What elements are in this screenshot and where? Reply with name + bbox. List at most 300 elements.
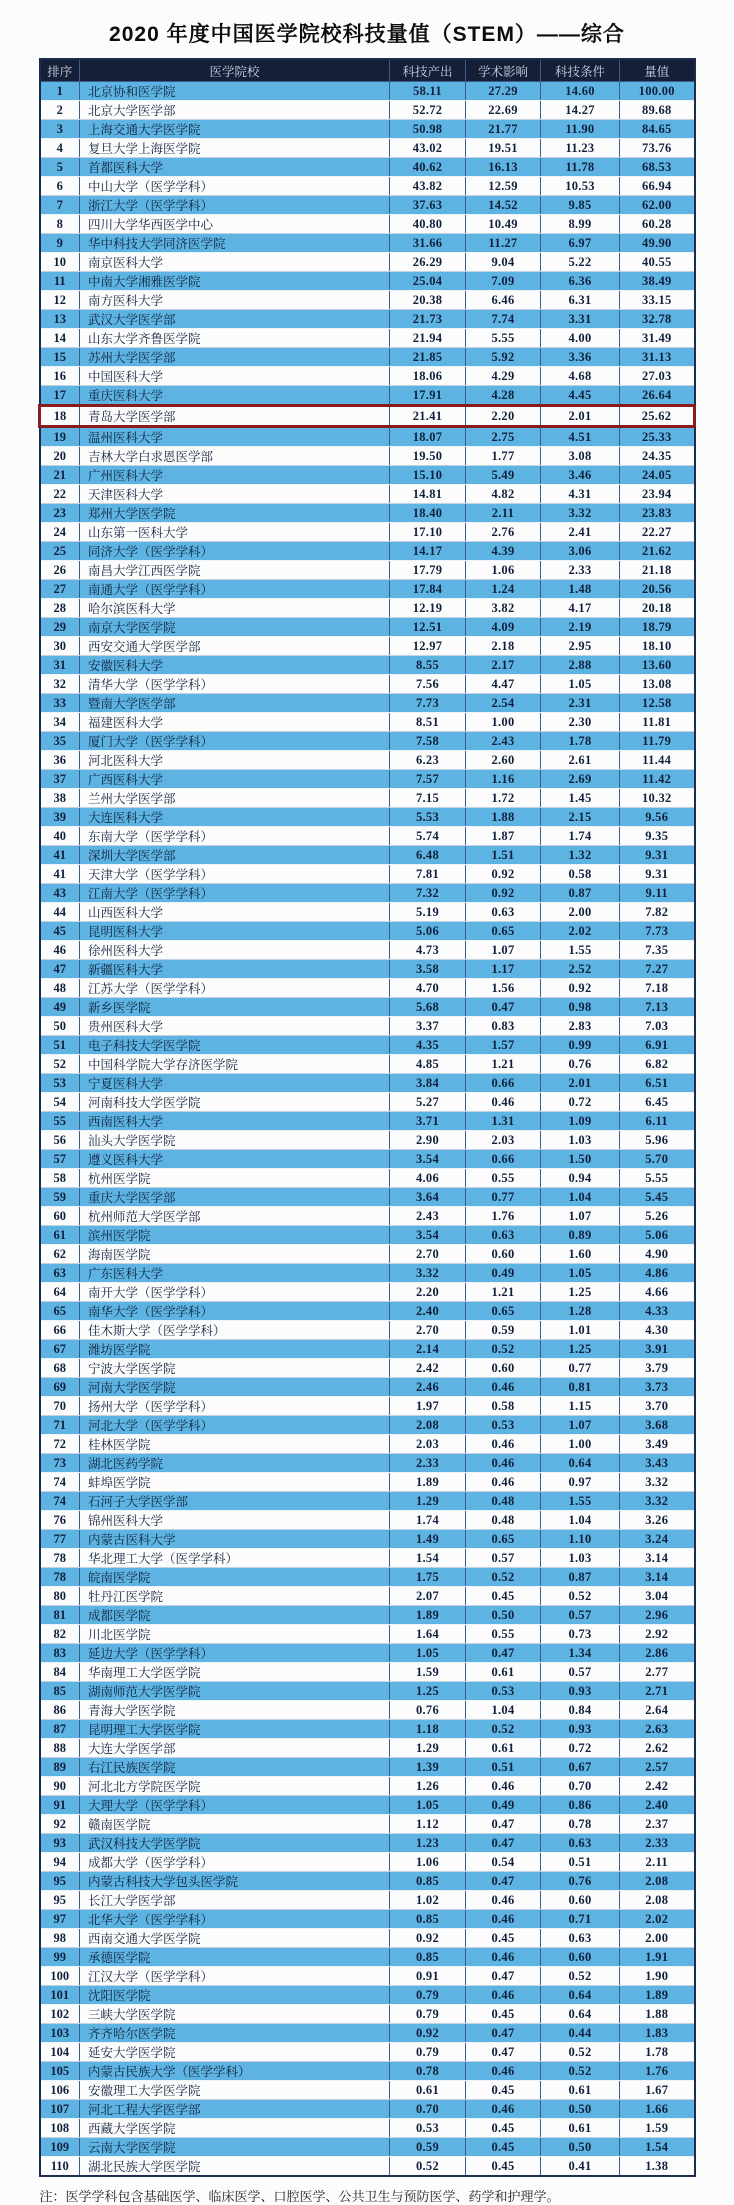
school-cell: 华北理工大学（医学学科）: [80, 1549, 390, 1568]
sci-conditions-cell: 5.22: [541, 253, 620, 272]
table-row: [40, 2043, 695, 2062]
sci-conditions-cell: 0.60: [541, 1891, 620, 1910]
total-value-cell: 20.18: [620, 599, 695, 618]
sci-conditions-cell: 0.86: [541, 1796, 620, 1815]
table-row: [40, 1017, 695, 1036]
rank-cell: 3: [40, 120, 80, 139]
table-header: [40, 59, 695, 82]
sci-conditions-cell: 0.57: [541, 1663, 620, 1682]
sci-conditions-cell: 11.78: [541, 158, 620, 177]
sci-output-cell: 12.19: [390, 599, 466, 618]
academic-impact-cell: 0.60: [466, 1245, 541, 1264]
table-row: [40, 656, 695, 675]
school-cell: 赣南医学院: [80, 1815, 390, 1834]
school-cell: 南京医科大学: [80, 253, 390, 272]
rank-cell: 38: [40, 789, 80, 808]
school-cell: 江南大学（医学学科）: [80, 884, 390, 903]
total-value-cell: 3.14: [620, 1568, 695, 1587]
school-cell: 昆明理工大学医学院: [80, 1720, 390, 1739]
school-cell: 西南医科大学: [80, 1112, 390, 1131]
sci-output-cell: 5.06: [390, 922, 466, 941]
sci-conditions-cell: 1.01: [541, 1321, 620, 1340]
school-cell: 四川大学华西医学中心: [80, 215, 390, 234]
academic-impact-cell: 0.52: [466, 1720, 541, 1739]
table-row: [40, 1663, 695, 1682]
rank-cell: 11: [40, 272, 80, 291]
academic-impact-cell: 27.29: [466, 82, 541, 101]
table-row: [40, 1473, 695, 1492]
rank-cell: 107: [40, 2100, 80, 2119]
sci-output-cell: 2.03: [390, 1435, 466, 1454]
school-cell: 南通大学（医学学科）: [80, 580, 390, 599]
total-value-cell: 23.83: [620, 504, 695, 523]
sci-conditions-cell: 1.55: [541, 1492, 620, 1511]
sci-conditions-cell: 3.31: [541, 310, 620, 329]
sci-output-cell: 1.29: [390, 1739, 466, 1758]
total-value-cell: 6.82: [620, 1055, 695, 1074]
school-cell: 山东第一医科大学: [80, 523, 390, 542]
sci-conditions-cell: 6.31: [541, 291, 620, 310]
rank-cell: 77: [40, 1530, 80, 1549]
sci-conditions-cell: 1.34: [541, 1644, 620, 1663]
academic-impact-cell: 1.17: [466, 960, 541, 979]
sci-output-cell: 31.66: [390, 234, 466, 253]
rank-cell: 93: [40, 1834, 80, 1853]
table-row: [40, 2081, 695, 2100]
school-cell: 电子科技大学医学院: [80, 1036, 390, 1055]
table-row: [40, 1891, 695, 1910]
sci-output-cell: 1.25: [390, 1682, 466, 1701]
rank-cell: 18: [40, 406, 80, 427]
school-cell: 郑州大学医学院: [80, 504, 390, 523]
table-row: [40, 1872, 695, 1891]
academic-impact-cell: 0.92: [466, 884, 541, 903]
table-row: [40, 1302, 695, 1321]
sci-output-cell: 4.70: [390, 979, 466, 998]
academic-impact-cell: 0.46: [466, 1435, 541, 1454]
total-value-cell: 3.49: [620, 1435, 695, 1454]
header-sci-output: 科技产出: [390, 59, 466, 82]
sci-conditions-cell: 0.76: [541, 1872, 620, 1891]
school-cell: 汕头大学医学院: [80, 1131, 390, 1150]
total-value-cell: 1.90: [620, 1967, 695, 1986]
sci-output-cell: 1.49: [390, 1530, 466, 1549]
total-value-cell: 13.60: [620, 656, 695, 675]
table-row: [40, 713, 695, 732]
sci-conditions-cell: 0.63: [541, 1929, 620, 1948]
rank-cell: 48: [40, 979, 80, 998]
sci-conditions-cell: 1.15: [541, 1397, 620, 1416]
sci-output-cell: 0.85: [390, 1948, 466, 1967]
total-value-cell: 11.44: [620, 751, 695, 770]
school-cell: 中山大学（医学学科）: [80, 177, 390, 196]
academic-impact-cell: 7.09: [466, 272, 541, 291]
sci-output-cell: 1.64: [390, 1625, 466, 1644]
rank-cell: 59: [40, 1188, 80, 1207]
rank-cell: 92: [40, 1815, 80, 1834]
table-row: [40, 1625, 695, 1644]
rank-cell: 72: [40, 1435, 80, 1454]
rank-cell: 53: [40, 1074, 80, 1093]
sci-conditions-cell: 0.60: [541, 1948, 620, 1967]
total-value-cell: 12.58: [620, 694, 695, 713]
total-value-cell: 3.70: [620, 1397, 695, 1416]
total-value-cell: 1.88: [620, 2005, 695, 2024]
table-row: [40, 903, 695, 922]
school-cell: 潍坊医学院: [80, 1340, 390, 1359]
rank-cell: 19: [40, 427, 80, 447]
rank-cell: 97: [40, 1910, 80, 1929]
academic-impact-cell: 1.57: [466, 1036, 541, 1055]
school-cell: 佳木斯大学（医学学科）: [80, 1321, 390, 1340]
table-row: [40, 599, 695, 618]
sci-output-cell: 0.61: [390, 2081, 466, 2100]
table-row: [40, 694, 695, 713]
academic-impact-cell: 0.46: [466, 1910, 541, 1929]
rank-cell: 80: [40, 1587, 80, 1606]
table-row: [40, 272, 695, 291]
rank-cell: 57: [40, 1150, 80, 1169]
school-cell: 安徽理工大学医学院: [80, 2081, 390, 2100]
sci-output-cell: 4.73: [390, 941, 466, 960]
page-title: 2020 年度中国医学院校科技量值（STEM）——综合: [109, 23, 625, 46]
table-row: [40, 979, 695, 998]
sci-conditions-cell: 1.03: [541, 1549, 620, 1568]
sci-output-cell: 37.63: [390, 196, 466, 215]
rank-cell: 108: [40, 2119, 80, 2138]
academic-impact-cell: 0.46: [466, 1473, 541, 1492]
rank-cell: 70: [40, 1397, 80, 1416]
school-cell: 川北医学院: [80, 1625, 390, 1644]
academic-impact-cell: 5.55: [466, 329, 541, 348]
rank-cell: 71: [40, 1416, 80, 1435]
rank-cell: 12: [40, 291, 80, 310]
total-value-cell: 2.86: [620, 1644, 695, 1663]
rank-cell: 43: [40, 884, 80, 903]
table-row: [40, 1245, 695, 1264]
school-cell: 南昌大学江西医学院: [80, 561, 390, 580]
sci-output-cell: 5.27: [390, 1093, 466, 1112]
school-cell: 同济大学（医学学科）: [80, 542, 390, 561]
sci-conditions-cell: 4.45: [541, 386, 620, 406]
table-row: [40, 158, 695, 177]
school-cell: 右江民族医学院: [80, 1758, 390, 1777]
sci-conditions-cell: 0.58: [541, 865, 620, 884]
school-cell: 云南大学医学院: [80, 2138, 390, 2157]
sci-output-cell: 43.02: [390, 139, 466, 158]
academic-impact-cell: 0.45: [466, 1587, 541, 1606]
total-value-cell: 7.13: [620, 998, 695, 1017]
sci-output-cell: 0.85: [390, 1872, 466, 1891]
rank-cell: 37: [40, 770, 80, 789]
sci-output-cell: 0.91: [390, 1967, 466, 1986]
sci-output-cell: 7.32: [390, 884, 466, 903]
total-value-cell: 9.35: [620, 827, 695, 846]
rank-cell: 61: [40, 1226, 80, 1245]
table-row: [40, 215, 695, 234]
school-cell: 昆明医科大学: [80, 922, 390, 941]
total-value-cell: 6.45: [620, 1093, 695, 1112]
academic-impact-cell: 1.21: [466, 1283, 541, 1302]
rank-cell: 100: [40, 1967, 80, 1986]
school-cell: 南京大学医学院: [80, 618, 390, 637]
school-cell: 海南医学院: [80, 1245, 390, 1264]
sci-conditions-cell: 1.05: [541, 675, 620, 694]
table-row: [40, 846, 695, 865]
total-value-cell: 10.32: [620, 789, 695, 808]
table-row: [40, 1093, 695, 1112]
academic-impact-cell: 0.46: [466, 1093, 541, 1112]
academic-impact-cell: 2.11: [466, 504, 541, 523]
academic-impact-cell: 0.53: [466, 1682, 541, 1701]
school-cell: 哈尔滨医科大学: [80, 599, 390, 618]
academic-impact-cell: 12.59: [466, 177, 541, 196]
table-row: [40, 1036, 695, 1055]
table-row: [40, 447, 695, 466]
rank-cell: 4: [40, 139, 80, 158]
academic-impact-cell: 0.53: [466, 1416, 541, 1435]
sci-conditions-cell: 4.31: [541, 485, 620, 504]
sci-conditions-cell: 0.50: [541, 2100, 620, 2119]
table-row: [40, 2005, 695, 2024]
rank-cell: 76: [40, 1511, 80, 1530]
sci-conditions-cell: 0.51: [541, 1853, 620, 1872]
academic-impact-cell: 0.46: [466, 2062, 541, 2081]
table-row: [40, 2119, 695, 2138]
table-row: [40, 1397, 695, 1416]
sci-output-cell: 14.81: [390, 485, 466, 504]
total-value-cell: 2.08: [620, 1891, 695, 1910]
school-cell: 天津医科大学: [80, 485, 390, 504]
school-cell: 青海大学医学院: [80, 1701, 390, 1720]
academic-impact-cell: 21.77: [466, 120, 541, 139]
rank-cell: 40: [40, 827, 80, 846]
academic-impact-cell: 0.46: [466, 1777, 541, 1796]
table-row: [40, 1739, 695, 1758]
sci-output-cell: 2.90: [390, 1131, 466, 1150]
table-row: [40, 884, 695, 903]
rank-cell: 39: [40, 808, 80, 827]
academic-impact-cell: 0.65: [466, 922, 541, 941]
school-cell: 西安交通大学医学部: [80, 637, 390, 656]
sci-conditions-cell: 1.04: [541, 1188, 620, 1207]
total-value-cell: 6.91: [620, 1036, 695, 1055]
school-cell: 河北工程大学医学部: [80, 2100, 390, 2119]
school-cell: 清华大学（医学学科）: [80, 675, 390, 694]
rank-cell: 24: [40, 523, 80, 542]
school-cell: 吉林大学白求恩医学部: [80, 447, 390, 466]
table-row: [40, 1169, 695, 1188]
academic-impact-cell: 0.47: [466, 1815, 541, 1834]
rank-cell: 62: [40, 1245, 80, 1264]
sci-conditions-cell: 2.02: [541, 922, 620, 941]
table-row: [40, 427, 695, 447]
total-value-cell: 5.70: [620, 1150, 695, 1169]
sci-conditions-cell: 1.07: [541, 1416, 620, 1435]
sci-output-cell: 15.10: [390, 466, 466, 485]
sci-conditions-cell: 1.55: [541, 941, 620, 960]
academic-impact-cell: 0.47: [466, 1644, 541, 1663]
total-value-cell: 7.18: [620, 979, 695, 998]
total-value-cell: 31.13: [620, 348, 695, 367]
school-cell: 上海交通大学医学院: [80, 120, 390, 139]
total-value-cell: 73.76: [620, 139, 695, 158]
sci-conditions-cell: 3.46: [541, 466, 620, 485]
table-row: [40, 120, 695, 139]
rank-cell: 101: [40, 1986, 80, 2005]
sci-conditions-cell: 1.05: [541, 1264, 620, 1283]
rank-cell: 95: [40, 1872, 80, 1891]
academic-impact-cell: 4.28: [466, 386, 541, 406]
total-value-cell: 25.33: [620, 427, 695, 447]
academic-impact-cell: 0.47: [466, 2024, 541, 2043]
sci-conditions-cell: 0.52: [541, 2062, 620, 2081]
rank-cell: 69: [40, 1378, 80, 1397]
rank-cell: 56: [40, 1131, 80, 1150]
sci-output-cell: 1.05: [390, 1796, 466, 1815]
academic-impact-cell: 1.00: [466, 713, 541, 732]
academic-impact-cell: 1.06: [466, 561, 541, 580]
sci-output-cell: 1.29: [390, 1492, 466, 1511]
rank-cell: 104: [40, 2043, 80, 2062]
school-cell: 复旦大学上海医学院: [80, 139, 390, 158]
academic-impact-cell: 2.03: [466, 1131, 541, 1150]
school-cell: 广州医科大学: [80, 466, 390, 485]
table-row: [40, 386, 695, 406]
sci-conditions-cell: 1.25: [541, 1283, 620, 1302]
academic-impact-cell: 1.16: [466, 770, 541, 789]
rank-cell: 34: [40, 713, 80, 732]
sci-output-cell: 3.37: [390, 1017, 466, 1036]
total-value-cell: 11.42: [620, 770, 695, 789]
sci-output-cell: 14.17: [390, 542, 466, 561]
total-value-cell: 7.73: [620, 922, 695, 941]
total-value-cell: 7.82: [620, 903, 695, 922]
rank-cell: 15: [40, 348, 80, 367]
table-row: [40, 1910, 695, 1929]
academic-impact-cell: 1.72: [466, 789, 541, 808]
sci-output-cell: 21.41: [390, 406, 466, 427]
total-value-cell: 11.79: [620, 732, 695, 751]
academic-impact-cell: 0.92: [466, 865, 541, 884]
rank-cell: 66: [40, 1321, 80, 1340]
sci-output-cell: 1.39: [390, 1758, 466, 1777]
table-row: [40, 485, 695, 504]
rank-cell: 103: [40, 2024, 80, 2043]
sci-output-cell: 2.46: [390, 1378, 466, 1397]
rank-cell: 82: [40, 1625, 80, 1644]
total-value-cell: 2.96: [620, 1606, 695, 1625]
total-value-cell: 2.77: [620, 1663, 695, 1682]
sci-conditions-cell: 0.99: [541, 1036, 620, 1055]
academic-impact-cell: 0.63: [466, 903, 541, 922]
academic-impact-cell: 0.45: [466, 2138, 541, 2157]
total-value-cell: 7.35: [620, 941, 695, 960]
sci-output-cell: 26.29: [390, 253, 466, 272]
rank-cell: 21: [40, 466, 80, 485]
sci-conditions-cell: 11.90: [541, 120, 620, 139]
table-row: [40, 2062, 695, 2081]
school-cell: 滨州医学院: [80, 1226, 390, 1245]
sci-conditions-cell: 2.00: [541, 903, 620, 922]
table-row: [40, 542, 695, 561]
school-cell: 暨南大学医学部: [80, 694, 390, 713]
rank-cell: 63: [40, 1264, 80, 1283]
total-value-cell: 33.15: [620, 291, 695, 310]
sci-conditions-cell: 1.78: [541, 732, 620, 751]
sci-conditions-cell: 3.32: [541, 504, 620, 523]
total-value-cell: 25.62: [620, 406, 695, 427]
sci-conditions-cell: 0.93: [541, 1720, 620, 1739]
total-value-cell: 84.65: [620, 120, 695, 139]
school-cell: 锦州医科大学: [80, 1511, 390, 1530]
sci-output-cell: 4.06: [390, 1169, 466, 1188]
sci-output-cell: 17.84: [390, 580, 466, 599]
total-value-cell: 2.33: [620, 1834, 695, 1853]
academic-impact-cell: 0.66: [466, 1150, 541, 1169]
school-cell: 河南科技大学医学院: [80, 1093, 390, 1112]
rank-cell: 49: [40, 998, 80, 1017]
sci-conditions-cell: 1.10: [541, 1530, 620, 1549]
rank-cell: 30: [40, 637, 80, 656]
table-row: [40, 1549, 695, 1568]
academic-impact-cell: 0.46: [466, 2100, 541, 2119]
sci-conditions-cell: 0.64: [541, 1986, 620, 2005]
academic-impact-cell: 0.47: [466, 1872, 541, 1891]
school-cell: 遵义医科大学: [80, 1150, 390, 1169]
total-value-cell: 3.91: [620, 1340, 695, 1359]
sci-output-cell: 3.32: [390, 1264, 466, 1283]
sci-output-cell: 19.50: [390, 447, 466, 466]
sci-output-cell: 2.07: [390, 1587, 466, 1606]
academic-impact-cell: 9.04: [466, 253, 541, 272]
sci-conditions-cell: 8.99: [541, 215, 620, 234]
total-value-cell: 21.62: [620, 542, 695, 561]
total-value-cell: 2.57: [620, 1758, 695, 1777]
total-value-cell: 23.94: [620, 485, 695, 504]
table-row: [40, 523, 695, 542]
sci-output-cell: 3.71: [390, 1112, 466, 1131]
academic-impact-cell: 7.74: [466, 310, 541, 329]
table-row: [40, 291, 695, 310]
table-row: [40, 1587, 695, 1606]
total-value-cell: 7.03: [620, 1017, 695, 1036]
school-cell: 宁波大学医学院: [80, 1359, 390, 1378]
academic-impact-cell: 0.45: [466, 2005, 541, 2024]
academic-impact-cell: 0.47: [466, 1967, 541, 1986]
academic-impact-cell: 0.46: [466, 1891, 541, 1910]
rank-cell: 102: [40, 2005, 80, 2024]
rank-cell: 78: [40, 1549, 80, 1568]
total-value-cell: 31.49: [620, 329, 695, 348]
sci-conditions-cell: 0.67: [541, 1758, 620, 1777]
total-value-cell: 3.26: [620, 1511, 695, 1530]
sci-conditions-cell: 1.60: [541, 1245, 620, 1264]
sci-output-cell: 1.75: [390, 1568, 466, 1587]
table-row: [40, 1929, 695, 1948]
table-row: [40, 504, 695, 523]
total-value-cell: 24.05: [620, 466, 695, 485]
rank-cell: 95: [40, 1891, 80, 1910]
total-value-cell: 1.89: [620, 1986, 695, 2005]
sci-output-cell: 2.43: [390, 1207, 466, 1226]
table-row: [40, 2100, 695, 2119]
sci-conditions-cell: 2.69: [541, 770, 620, 789]
table-row: [40, 1359, 695, 1378]
sci-conditions-cell: 4.68: [541, 367, 620, 386]
sci-conditions-cell: 2.52: [541, 960, 620, 979]
rank-cell: 99: [40, 1948, 80, 1967]
